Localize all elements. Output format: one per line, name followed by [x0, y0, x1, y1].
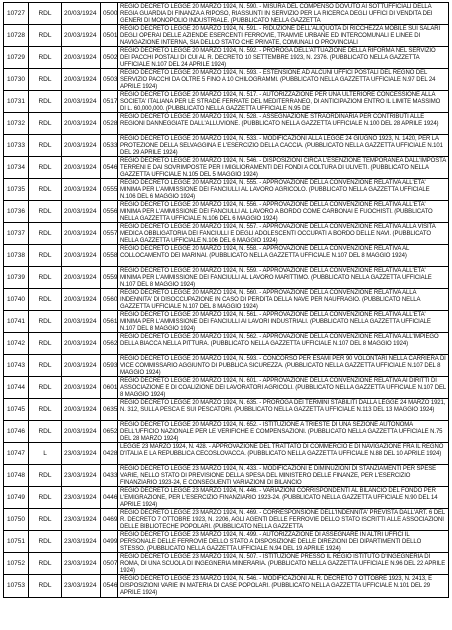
record-date: 20/03/1924 [62, 421, 101, 442]
record-code: 0503 [101, 69, 118, 90]
record-number: 10736 [4, 201, 29, 222]
record-code: 0517 [101, 91, 118, 112]
record-description: REGIO DECRETO LEGGE 23 MARZO 1924, N. 469. - CORRESPONSIONE DELL'INDENNITA' PREVISTA DALL'ART. 6 DEL R. DECRETO 7 OTTOBRE 1923, N. 2206, AGLI AGENTI DELLE FERROVIE DELLO STATO ISCRITTI ALLE ASSOCIAZIONI DELLE BIBLIOTECHE POPOLARI. (PUBBLICATO NELLA GAZZETTA [120, 510, 445, 530]
record-type: L [29, 443, 62, 464]
record-type: RDL [29, 377, 62, 398]
table-row [4, 575, 448, 597]
record-description: REGIO DECRETO LEGGE 23 MARZO 1924, N. 433. - MODIFICAZIONI E DIMINUZIONI DI STANZIAMENTI PER SPESE VARIE, NELLO STATO DI PREVISIONE DELLA SPESA DEL MINISTERO DELLE FINANZE, PER L'ESERCIZIO FINANZIARIO 1923-24, E CONSEGUENTI VARIAZIONI DI BILANCIO [120, 466, 437, 486]
record-type: RDL [29, 575, 62, 597]
record-code: 0507 [101, 553, 118, 574]
record-date: 23/03/1924 [62, 465, 101, 486]
record-code: 0500 [101, 3, 118, 24]
record-type: RDL [29, 267, 62, 288]
record-date: 20/03/1924 [62, 113, 101, 134]
record-number: 10752 [4, 553, 29, 574]
record-number: 10743 [4, 355, 29, 376]
record-date: 20/03/1924 [62, 399, 101, 420]
record-code: 0559 [101, 267, 118, 288]
record-code: 0528 [101, 113, 118, 134]
record-code: 0560 [101, 289, 118, 310]
record-type: RDL [29, 245, 62, 266]
record-description: REGIO DECRETO LEGGE 23 MARZO 1924, N. 507. - ISTITUZIONE PRESSO IL REGIO ISTITUTO D'INGEGNERIA DI ROMA, DI UNA SCUOLA DI INGEGNERIA MINERARIA. (PUBBLICATO NELLA GAZZETTA UFFICIALE N.96 DEL 22 APRILE 1924) [120, 554, 446, 574]
record-description: REGIO DECRETO LEGGE 20 MARZO 1924, N. 591. - RIDUZIONE DELL'ALIQUOTA DI RICCHEZZA MOBILE SUI SALARI DEGLI OPERAI DELLE AZIENDE ESERCENTI FERROVIE, TRAMVIE URBANE ED INTERCOMUNALI E LINEE DI NAVIGAZIONE INTERNA, SIA DELLO STATO CHE PRIVATE, COMUNALI O PROVINCIALI [120, 26, 441, 46]
table-row [4, 311, 448, 333]
table-row [4, 377, 448, 399]
record-number: 10734 [4, 157, 29, 178]
record-number: 10753 [4, 575, 29, 597]
record-description: REGIO DECRETO LEGGE 20 MARZO 1924, N. 593. - CONCORSO PER ESAMI PER 90 VOLONTARI NELLA CARRIERA DI VICE COMMISSARIO AGGIUNTO DI PUBBLICA SICUREZZA. (PUBBLICATO NELLA GAZZETTA UFFICIALE N.107 DEL 8 MAGGIO 1924) [120, 356, 446, 376]
record-date: 20/03/1924 [62, 201, 101, 222]
record-type: RDL [29, 509, 62, 530]
record-date: 20/03/1924 [62, 47, 101, 68]
record-number: 10751 [4, 531, 29, 552]
record-number: 10749 [4, 487, 29, 508]
record-description: REGIO DECRETO LEGGE 20 MARZO 1924, N. 652. - ISTITUZIONE A TRIESTE DI UNA SEZIONE AUTONOMA DELL'UFFICIO NAZIONALE PER LE VERIFICHE E COMPENSAZIONI. (PUBBLICATO NELLA GAZZETTA UFFICIALE N.75 DEL 28 MARZO 1924) [120, 422, 443, 442]
record-type: RDL [29, 25, 62, 46]
record-date: 20/03/1924 [62, 91, 101, 112]
record-code: 0555 [101, 179, 118, 200]
record-number: 10742 [4, 333, 29, 354]
record-number: 10744 [4, 377, 29, 398]
record-description: REGIO DECRETO LEGGE 20 MARZO 1924, N. 593. - ESTENSIONE AD ALCUNI UFFICI POSTALI DEL REGNO DEL SERVIZIO PACCHI DA OLTRE 5 FINO A 10 CHILOGRAMMI. (PUBBLICATO NELLA GAZZETTA UFFICIALE N.97 DEL 24 APRILE 1924) [120, 70, 436, 90]
table-row [4, 3, 448, 25]
record-number: 10735 [4, 179, 29, 200]
record-type: RDL [29, 91, 62, 112]
record-description: REGIO DECRETO LEGGE 20 MARZO 1924, N. 528. - ASSEGNAZIONE STRAORDINARIA PER CONTRIBUTI ALLE REGIONI DANNEGGIATE DALL'ALLUVIONE. (PUBBLICATO NELLA GAZZETTA UFFICIALE N.100 DEL 28 APRILE 1924) [120, 114, 439, 128]
record-number: 10727 [4, 3, 29, 24]
record-date: 20/03/1924 [62, 157, 101, 178]
record-number: 10733 [4, 135, 29, 156]
table-row [4, 91, 448, 113]
record-date: 20/03/1924 [62, 333, 101, 354]
record-type: RDL [29, 421, 62, 442]
table-row [4, 355, 448, 377]
record-number: 10730 [4, 69, 29, 90]
record-number: 10729 [4, 47, 29, 68]
table-row [4, 509, 448, 531]
record-date: 23/03/1924 [62, 443, 101, 464]
record-date: 20/03/1924 [62, 223, 101, 244]
record-description: REGIO DECRETO LEGGE 20 MARZO 1924, N. 561. - APPROVAZIONE DELLA CONVENZIONE RELATIVA ALL'ETA' MINIMA PER L'AMMISSIONE DEI FANCIULLI AI LAVORI INDUSTRIALI. (PUBBLICATO NELLA GAZZETTA UFFICIALE N.107 DEL 8 MAGGIO 1924) [120, 312, 431, 332]
record-type: RDL [29, 333, 62, 354]
record-type: RDL [29, 179, 62, 200]
record-date: 20/03/1924 [62, 25, 101, 46]
table-row [4, 113, 448, 135]
record-number: 10732 [4, 113, 29, 134]
record-code: 0502 [101, 47, 118, 68]
table-row [4, 333, 448, 355]
table-row [4, 135, 448, 157]
record-description: REGIO DECRETO LEGGE 20 MARZO 1924, N. 635. - PROROGA DEI TERMINI STABILITI DALLA LEGGE 24 MARZO 1921, N. 312, SULLA PESCA E SUI PESCATORI. (PUBBLICATO NELLA GAZZETTA UFFICIALE N.113 DEL 13 MAGGIO 1924) [120, 400, 446, 414]
record-number: 10750 [4, 509, 29, 530]
record-number: 10731 [4, 91, 29, 112]
record-number: 10737 [4, 223, 29, 244]
record-description: REGIO DECRETO LEGGE 20 MARZO 1924, N. 517. - AUTORIZZAZIONE PER UNA ULTERIORE CONCESSIONE ALLA SOCIETA' ITALIANA PER LE STRADE FERRATE DEL MEDITERRANEO, DI ANTICIPAZIONI ENTRO IL LIMITE MASSIMO DI L. 60,000,000. (PUBBLICATO NELLA GAZZETTA UFFICIALE N.95 DE [120, 92, 441, 112]
record-type: RDL [29, 113, 62, 134]
record-type: RDL [29, 465, 62, 486]
record-code: 0428 [101, 443, 118, 464]
record-number: 10745 [4, 399, 29, 420]
record-code: 0593 [101, 355, 118, 376]
record-code: 0556 [101, 201, 118, 222]
record-type: RDL [29, 201, 62, 222]
record-code: 0635 [101, 399, 118, 420]
table-row [4, 443, 448, 465]
record-date: 20/03/1924 [62, 289, 101, 310]
record-type: RDL [29, 69, 62, 90]
record-number: 10738 [4, 245, 29, 266]
record-number: 10739 [4, 267, 29, 288]
record-code: 0561 [101, 311, 118, 332]
record-type: RDL [29, 311, 62, 332]
table-row [4, 201, 448, 223]
record-date: 20/03/1924 [62, 377, 101, 398]
record-type: RDL [29, 487, 62, 508]
record-type: RDL [29, 157, 62, 178]
record-date: 23/03/1924 [62, 487, 101, 508]
table-row [4, 69, 448, 91]
record-description: REGIO DECRETO LEGGE 20 MARZO 1924, N. 559. - APPROVAZIONE DELLA CONVENZIONE RELATIVA ALL'ETA' MINIMA PER L'AMMISSIONE DEI FANCIULLI AL LAVORO MARITTIMO. (PUBBLICATO NELLA GAZZETTA UFFICIALE N.107 DEL 8 MAGGIO 1924) [120, 268, 432, 288]
record-date: 23/03/1924 [62, 509, 101, 530]
table-row [4, 289, 448, 311]
record-description: REGIO DECRETO LEGGE 20 MARZO 1924, N. 560. - APPROVAZIONE DELLA CONVENZIONE RELATIVA ALLA INDENNITA' DI DISOCCUPAZIONE IN CASO DI PERDITA DELLA NAVE PER NAUFRAGIO. (PUBBLICATO NELLA GAZZETTA UFFICIALE N.107 DEL 8 MAGGIO 1924) [120, 290, 421, 310]
record-number: 10748 [4, 465, 29, 486]
record-code: 0652 [101, 421, 118, 442]
table-row [4, 25, 448, 47]
record-description: REGIO DECRETO LEGGE 23 MARZO 1924, N. 546. - MODIFICAZIONI AL R. DECRETO 7 OTTOBRE 1923, N. 2413, E DISPOSIZIONI VARIE IN MATERIA DI CASE POPOLARI. (PUBBLICATO NELLA GAZZETTA UFFICIALE N.101 DEL 29 APRILE 1924) [120, 576, 432, 597]
table-row [4, 157, 448, 179]
record-code: 0557 [101, 223, 118, 244]
record-type: RDL [29, 47, 62, 68]
record-number: 10728 [4, 25, 29, 46]
record-description: REGIO DECRETO LEGGE 20 MARZO 1924, N. 555. - APPROVAZIONE DELLA CONVENZIONE RELATIVA ALL'ETA' MINIMA PER L'AMMISSIONE DEI FANCIULLI AL LAVORO AGRICOLO. (PUBBLICATO NELLA GAZZETTA UFFICIALE N.106 DEL 6 MAGGIO 1924) [120, 180, 430, 200]
record-type: RDL [29, 3, 62, 24]
record-type: RDL [29, 135, 62, 156]
record-date: 20/03/1924 [62, 3, 101, 24]
table-row [4, 465, 448, 487]
table-row [4, 179, 448, 201]
table-row [4, 245, 448, 267]
table-row [4, 223, 448, 245]
record-code: 0601 [101, 377, 118, 398]
table-row [4, 47, 448, 69]
record-type: RDL [29, 553, 62, 574]
record-description: REGIO DECRETO LEGGE 23 MARZO 1924, N. 499. - AUTORIZZAZIONE DI ASSEGNARE IN ALTRI UFFICI IL PERSONALE DELLE FERROVIE DELLO STATO A DISPOSIZIONE DELLE DIREZIONI DEI DIPARTIMENTI DELLO STESSO. (PUBBLICATO NELLA GAZZETTA UFFICIALE N.94 DEL 19 APRILE 1924) [120, 532, 422, 552]
table-row [4, 399, 448, 421]
record-description: REGIO DECRETO LEGGE 20 MARZO 1924, N. 533. - MODIFICAZIONI ALLA LEGGE 24 GIUGNO 1923, N. 1420, PER LA PROTEZIONE DELLA SELVAGGINA E L'ESERCIZIO DELLA CACCIA. (PUBBLICATO NELLA GAZZETTA UFFICIALE N.101 DEL 29 APRILE 1924) [120, 136, 443, 156]
record-date: 20/03/1924 [62, 245, 101, 266]
record-number: 10740 [4, 289, 29, 310]
table-row [4, 531, 448, 553]
record-date: 20/03/1924 [62, 69, 101, 90]
record-type: RDL [29, 531, 62, 552]
records-table [3, 2, 449, 598]
record-description: REGIO DECRETO LEGGE 20 MARZO 1924, N. 590. - MISURA DEL COMPENSO DOVUTO AI SOTTUFFICIALI DELLA REGIA GUARDIA DI FINANZA A RIPOSO, RIASSUNTI IN SERVIZIO PER LA RICERCA DEGLI UFFICI DI VENDITA DEI GENERI DI MONOPOLIO INDUSTRIALE. (PUBBLICATO NELLA GAZZETTA [120, 4, 433, 24]
record-description: REGIO DECRETO LEGGE 20 MARZO 1924, N. 556. - APPROVAZIONE DELLA CONVENZIONE RELATIVA ALL'ETA' MINIMA PER L'AMMISSIONE DEI FANCIULLI AL LAVORO A BORDO COME CARBONAI E FUOCHISTI. (PUBBLICATO NELLA GAZZETTA UFFICIALE N.106 DEL 6 MAGGIO 1924) [120, 202, 433, 222]
record-description: REGIO DECRETO LEGGE 20 MARZO 1924, N. 546. - DISPOSIZIONI CIRCA L'ESENZIONE TEMPORANEA DALL'IMPOSTA TERRENI E DAI SOVRIMPOSTE PER I MIGLIORAMENTI DEI FONDI A COLTURA DI ULIVETI. (PUBBLICATO NELLA GAZZETTA UFFICIALE N.105 DEL 5 MAGGIO 1924) [120, 158, 446, 178]
record-type: RDL [29, 223, 62, 244]
table-row [4, 267, 448, 289]
record-number: 10746 [4, 421, 29, 442]
record-date: 20/03/1924 [62, 179, 101, 200]
record-date: 23/03/1924 [62, 575, 101, 597]
record-description: LEGGE 23 MARZO 1924, N. 428. - APPROVAZIONE DEL TRATTATO DI COMMERCIO E DI NAVIGAZIONE FRA IL REGNO D'ITALIA E LA REPUBBLICA CECOSLOVACCA. (PUBBLICATO NELLA GAZZETTA UFFICIALE N.88 DEL 10 APRILE 1924) [120, 444, 444, 458]
table-row [4, 421, 448, 443]
record-date: 20/03/1924 [62, 267, 101, 288]
record-description: REGIO DECRETO LEGGE 20 MARZO 1924, N. 557. - APPROVAZIONE DELLA CONVENZIONE RELATIVA ALLA VISITA MEDICA OBBLIGATORIA DEI FANCIULLI E DEGLI ADOLESCENTI OCCUPATI A BORDO DELLE NAVI. (PUBBLICATO NELLA GAZZETTA UFFICIALE N.106 DEL 6 MAGGIO 1924) [120, 224, 436, 244]
record-description: REGIO DECRETO LEGGE 20 MARZO 1924, N. 601. - APPROVAZIONE DELLA CONVENZIONE RELATIVA AI DIRITTI DI ASSOCIAZIONE E DI COALIZIONE DEI LAVORATORI AGRICOLI. (PUBBLICATO NELLA GAZZETTA UFFICIALE N.107 DEL 8 MAGGIO 1924) [120, 378, 446, 398]
record-code: 0501 [101, 25, 118, 46]
record-type: RDL [29, 289, 62, 310]
record-description: REGIO DECRETO LEGGE 20 MARZO 1924, N. 558. - APPROVAZIONE DELLA CONVENZIONE RELATIVA AL COLLOCAMENTO DEI MARINAI. (PUBBLICATO NELLA GAZZETTA UFFICIALE N.107 DEL 8 MAGGIO 1924) [120, 246, 410, 260]
record-date: 23/03/1924 [62, 553, 101, 574]
record-code: 0433 [101, 465, 118, 486]
record-date: 20/03/1924 [62, 355, 101, 376]
record-description: REGIO DECRETO LEGGE 20 MARZO 1924, N. 592. - PROROGA DELL'ATTUAZIONE DELLA RIFORMA NEL SERVIZIO DEI PACCHI POSTALI DI CUI AL R. DECRETO 10 SETTEMBRE 1923, N. 2376. (PUBBLICATO NELLA GAZZETTA UFFICIALE N.107 DEL 24 APRILE 1924) [120, 48, 436, 68]
record-code: 0446 [101, 487, 118, 508]
record-code: 0558 [101, 245, 118, 266]
record-code: 0562 [101, 333, 118, 354]
table-row [4, 487, 448, 509]
record-code: 0546 [101, 157, 118, 178]
record-code: 0533 [101, 135, 118, 156]
record-date: 23/03/1924 [62, 531, 101, 552]
record-number: 10741 [4, 311, 29, 332]
record-code: 0469 [101, 509, 118, 530]
record-description: REGIO DECRETO LEGGE 20 MARZO 1924, N. 562. - APPROVAZIONE DELLA CONVENZIONE RELATIVA ALL'IMPIEGO DELLA BIACCA NELLA PITTURA. (PUBBLICATO NELLA GAZZETTA UFFICIALE N.107 DEL 8 MAGGIO 1924) [120, 334, 439, 348]
record-code: 0546 [101, 575, 118, 597]
record-date: 20/03/1924 [62, 135, 101, 156]
record-type: RDL [29, 399, 62, 420]
record-date: 20/03/1924 [62, 311, 101, 332]
record-number: 10747 [4, 443, 29, 464]
record-description: REGIO DECRETO LEGGE 23 MARZO 1924, N. 446. - VARIAZIONI CORRISPONDENTI AL BILANCIO DEL FONDO PER L'EMIGRAZIONE, PER L'ESERCIZIO FINANZIARIO 1923-24. (PUBBLICATO NELLA GAZZETTA UFFICIALE N.90 DEL 14 APRILE 1924) [120, 488, 438, 508]
table-row [4, 553, 448, 575]
record-code: 0499 [101, 531, 118, 552]
record-type: RDL [29, 355, 62, 376]
